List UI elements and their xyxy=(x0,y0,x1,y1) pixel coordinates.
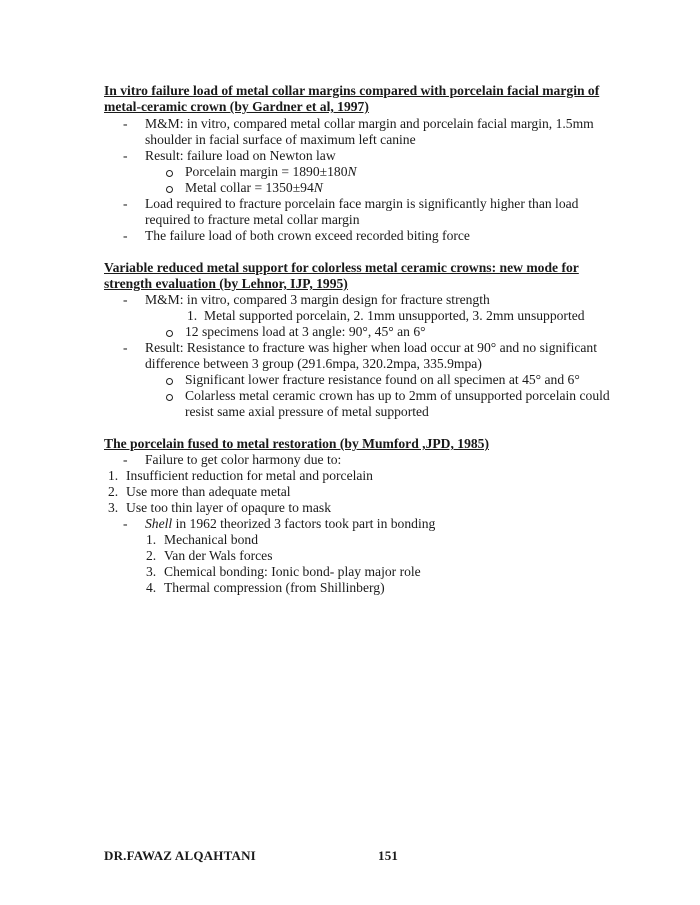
dash-bullet: - xyxy=(123,516,128,531)
circle-bullet-icon xyxy=(166,330,173,337)
s2-numbered-marker: 1. xyxy=(187,308,198,323)
section-1-heading-line-2: metal-ceramic crown (by Gardner et al, 1997) xyxy=(104,99,369,114)
s3-factor-marker: 1. xyxy=(146,532,157,547)
section-2-heading-line-2: strength evaluation (by Lehnor, IJP, 1995) xyxy=(104,276,348,291)
section-3-heading: The porcelain fused to metal restoration (by Mumford ,JPD, 1985) xyxy=(104,436,489,451)
s3-reason-item: Use too thin layer of opaqure to mask xyxy=(126,500,331,515)
s2-margin-designs: Metal supported porcelain, 2. 1mm unsupported, 3. 2mm unsupported xyxy=(204,308,585,323)
circle-bullet-icon xyxy=(166,170,173,177)
s2-result-line-2: difference between 3 group (291.6mpa, 320.2mpa, 335.9mpa) xyxy=(145,356,482,371)
s3-reason-marker: 2. xyxy=(108,484,119,499)
s2-colorless-line-1: Colarless metal ceramic crown has up to 2mm of unsupported porcelain could xyxy=(185,388,610,403)
s1-metal-collar: Metal collar = 1350±94N xyxy=(185,180,323,195)
section-2-heading-line-1: Variable reduced metal support for colorless metal ceramic crowns: new mode for xyxy=(104,260,579,275)
s1-load-line-2: required to fracture metal collar margin xyxy=(145,212,360,227)
s2-colorless-line-2: resist same axial pressure of metal supported xyxy=(185,404,429,419)
s2-lower-resistance: Significant lower fracture resistance found on all specimen at 45° and 6° xyxy=(185,372,580,387)
s3-reason-marker: 3. xyxy=(108,500,119,515)
s1-failure-load: The failure load of both crown exceed recorded biting force xyxy=(145,228,470,243)
s3-factor-item: Mechanical bond xyxy=(164,532,258,547)
dash-bullet: - xyxy=(123,228,128,243)
s3-factor-marker: 2. xyxy=(146,548,157,563)
circle-bullet-icon xyxy=(166,394,173,401)
s1-porcelain-margin: Porcelain margin = 1890±180N xyxy=(185,164,357,179)
s3-factor-marker: 4. xyxy=(146,580,157,595)
dash-bullet: - xyxy=(123,340,128,355)
dash-bullet: - xyxy=(123,148,128,163)
s2-specimens: 12 specimens load at 3 angle: 90°, 45° an 6° xyxy=(185,324,426,339)
section-1-heading-line-1: In vitro failure load of metal collar margins compared with porcelain facial margin of xyxy=(104,83,600,98)
s1-mm-line-2: shoulder in facial surface of maximum left canine xyxy=(145,132,416,147)
dash-bullet: - xyxy=(123,292,128,307)
s1-mm-line-1: M&M: in vitro, compared metal collar margin and porcelain facial margin, 1.5mm xyxy=(145,116,594,131)
s1-result: Result: failure load on Newton law xyxy=(145,148,336,163)
s3-reason-item: Use more than adequate metal xyxy=(126,484,291,499)
dash-bullet: - xyxy=(123,116,128,131)
s3-reason-item: Insufficient reduction for metal and porcelain xyxy=(126,468,373,483)
dash-bullet: - xyxy=(123,196,128,211)
s3-shell-theory: Shell in 1962 theorized 3 factors took part in bonding xyxy=(145,516,436,531)
s2-result-line-1: Result: Resistance to fracture was higher when load occur at 90° and no significant xyxy=(145,340,598,355)
s3-factor-item: Van der Wals forces xyxy=(164,548,273,563)
s1-load-line-1: Load required to fracture porcelain face margin is significantly higher than load xyxy=(145,196,579,211)
s3-factor-marker: 3. xyxy=(146,564,157,579)
s3-reason-marker: 1. xyxy=(108,468,119,483)
s2-mm: M&M: in vitro, compared 3 margin design for fracture strength xyxy=(145,292,490,307)
s3-factor-item: Thermal compression (from Shillinberg) xyxy=(164,580,385,595)
s3-factor-item: Chemical bonding: Ionic bond- play major role xyxy=(164,564,421,579)
circle-bullet-icon xyxy=(166,378,173,385)
footer-author: DR.FAWAZ ALQAHTANI xyxy=(104,848,256,863)
s3-failure: Failure to get color harmony due to: xyxy=(145,452,342,467)
dash-bullet: - xyxy=(123,452,128,467)
circle-bullet-icon xyxy=(166,186,173,193)
footer-page-number: 151 xyxy=(378,848,399,863)
